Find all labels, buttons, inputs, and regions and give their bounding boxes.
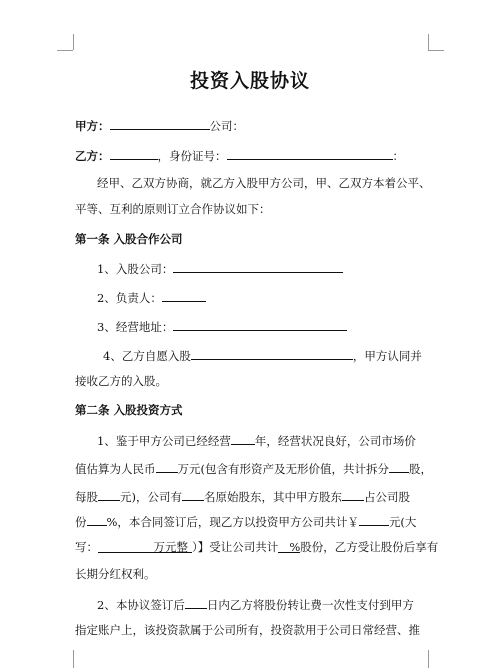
art2-p1-line-2 <box>75 459 432 475</box>
art2-p1-d3: 元(大 <box>388 515 417 529</box>
art1-address-blank[interactable] <box>173 317 347 331</box>
crop-mark-top-left-h <box>57 50 73 51</box>
party-a-blank[interactable] <box>110 116 210 130</box>
art1-item-address <box>97 317 347 333</box>
art1-item-4-cont: 接收乙方的入股。 <box>75 374 167 388</box>
art2-p1-b3: 股， <box>408 462 432 476</box>
art2-amount-blank[interactable] <box>359 512 389 526</box>
crop-mark-top-right-h <box>428 50 444 51</box>
art2-p1-c3: 名原始股东，其中甲方股东 <box>204 490 342 504</box>
art2-years-blank[interactable] <box>231 431 255 445</box>
party-a-label: 甲方： <box>75 119 110 133</box>
document-title: 投资入股协议 <box>189 70 310 92</box>
art1-manager-blank[interactable] <box>162 288 206 302</box>
art2-percent-blank[interactable] <box>87 512 107 526</box>
party-a-line <box>75 116 244 132</box>
art2-p1-line-3 <box>75 487 410 503</box>
art1-item4-post: ，甲方认同并 <box>352 349 422 363</box>
art2-p1-c2: 元)，公司有 <box>120 490 182 504</box>
art2-p1-e3: 股份，乙方受让股份后享有 <box>300 540 439 554</box>
art2-p1-b1: 值估算为人民币 <box>75 462 156 476</box>
intro-line-1: 经甲、乙双方协商，就乙方入股甲方公司，甲、乙双方本着公平、 <box>97 176 431 190</box>
art2-capital-amount-fill[interactable]: 万元整 <box>98 539 192 553</box>
art2-p1-b2: 万元(包含有形资产及无形价值，共计拆分 <box>177 462 389 476</box>
party-b-name-blank[interactable] <box>110 146 158 160</box>
art2-p1-line-1 <box>97 431 416 447</box>
art2-p1-line-5 <box>75 539 438 555</box>
art1-manager-label: 2、负责人： <box>97 291 162 305</box>
art2-p2-line-1 <box>97 595 414 611</box>
art2-p1-a2: 年，经营状况良好，公司市场价 <box>254 434 416 448</box>
party-b-line <box>75 146 404 162</box>
art1-item-company <box>97 259 343 275</box>
art1-item-manager <box>97 288 206 304</box>
art2-founders-blank[interactable] <box>182 487 204 501</box>
art1-item4-blank[interactable] <box>191 346 353 360</box>
party-b-id-label: ，身份证号： <box>157 149 227 163</box>
art2-p2-a1: 2、本协议签订后 <box>97 598 185 612</box>
art1-item4-pre: 4、乙方自愿入股 <box>103 349 191 363</box>
intro-line-2: 平等、互利的原则订立合作协议如下： <box>75 202 271 216</box>
party-b-end: ： <box>392 149 404 163</box>
article-2-heading: 第二条 入股投资方式 <box>75 403 183 417</box>
crop-mark-bottom-left-v <box>73 650 74 668</box>
art2-value-blank[interactable] <box>156 459 178 473</box>
art2-p2-a2: 日内乙方将股份转让费一次性支付到甲方 <box>206 598 414 612</box>
art2-p2-line-2: 指定账户上，该投资款属于公司所有，投资款用于公司日常经营、推 <box>75 623 420 637</box>
art2-p1-line-4 <box>75 512 416 528</box>
party-a-suffix: 公司： <box>209 119 244 133</box>
party-b-label: 乙方： <box>75 149 110 163</box>
art2-p1-a1: 1、鉴于甲方公司已经经营 <box>97 434 231 448</box>
art2-p1-c4: 占公司股 <box>364 490 410 504</box>
art1-address-label: 3、经营地址： <box>97 320 174 334</box>
art2-p1-line-6: 长期分红权利。 <box>75 567 156 581</box>
art2-p1-e2: ）】受让公司共计 <box>192 540 279 554</box>
art2-p1-c1: 每股 <box>75 490 98 504</box>
art1-company-blank[interactable] <box>173 259 343 273</box>
crop-mark-top-right-v <box>428 34 429 50</box>
crop-mark-top-left-v <box>73 34 74 50</box>
art2-per-share-blank[interactable] <box>98 487 120 501</box>
art2-p1-d2: %，本合同签订后，现乙方以投资甲方公司共计￥ <box>106 515 359 529</box>
art2-days-blank[interactable] <box>185 595 207 609</box>
article-1-heading: 第一条 入股合作公司 <box>75 232 183 246</box>
art1-company-label: 1、入股公司： <box>97 262 174 276</box>
art2-p1-e1: 写： <box>75 540 98 554</box>
art2-p1-d1: 份 <box>75 515 87 529</box>
art2-party-a-share-blank[interactable] <box>342 487 364 501</box>
art1-item-4 <box>103 346 422 362</box>
art2-shares-blank[interactable] <box>389 459 409 473</box>
art2-transfer-percent[interactable]: % <box>278 539 300 553</box>
party-b-id-blank[interactable] <box>227 146 393 160</box>
crop-mark-bottom-right-v <box>428 650 429 668</box>
